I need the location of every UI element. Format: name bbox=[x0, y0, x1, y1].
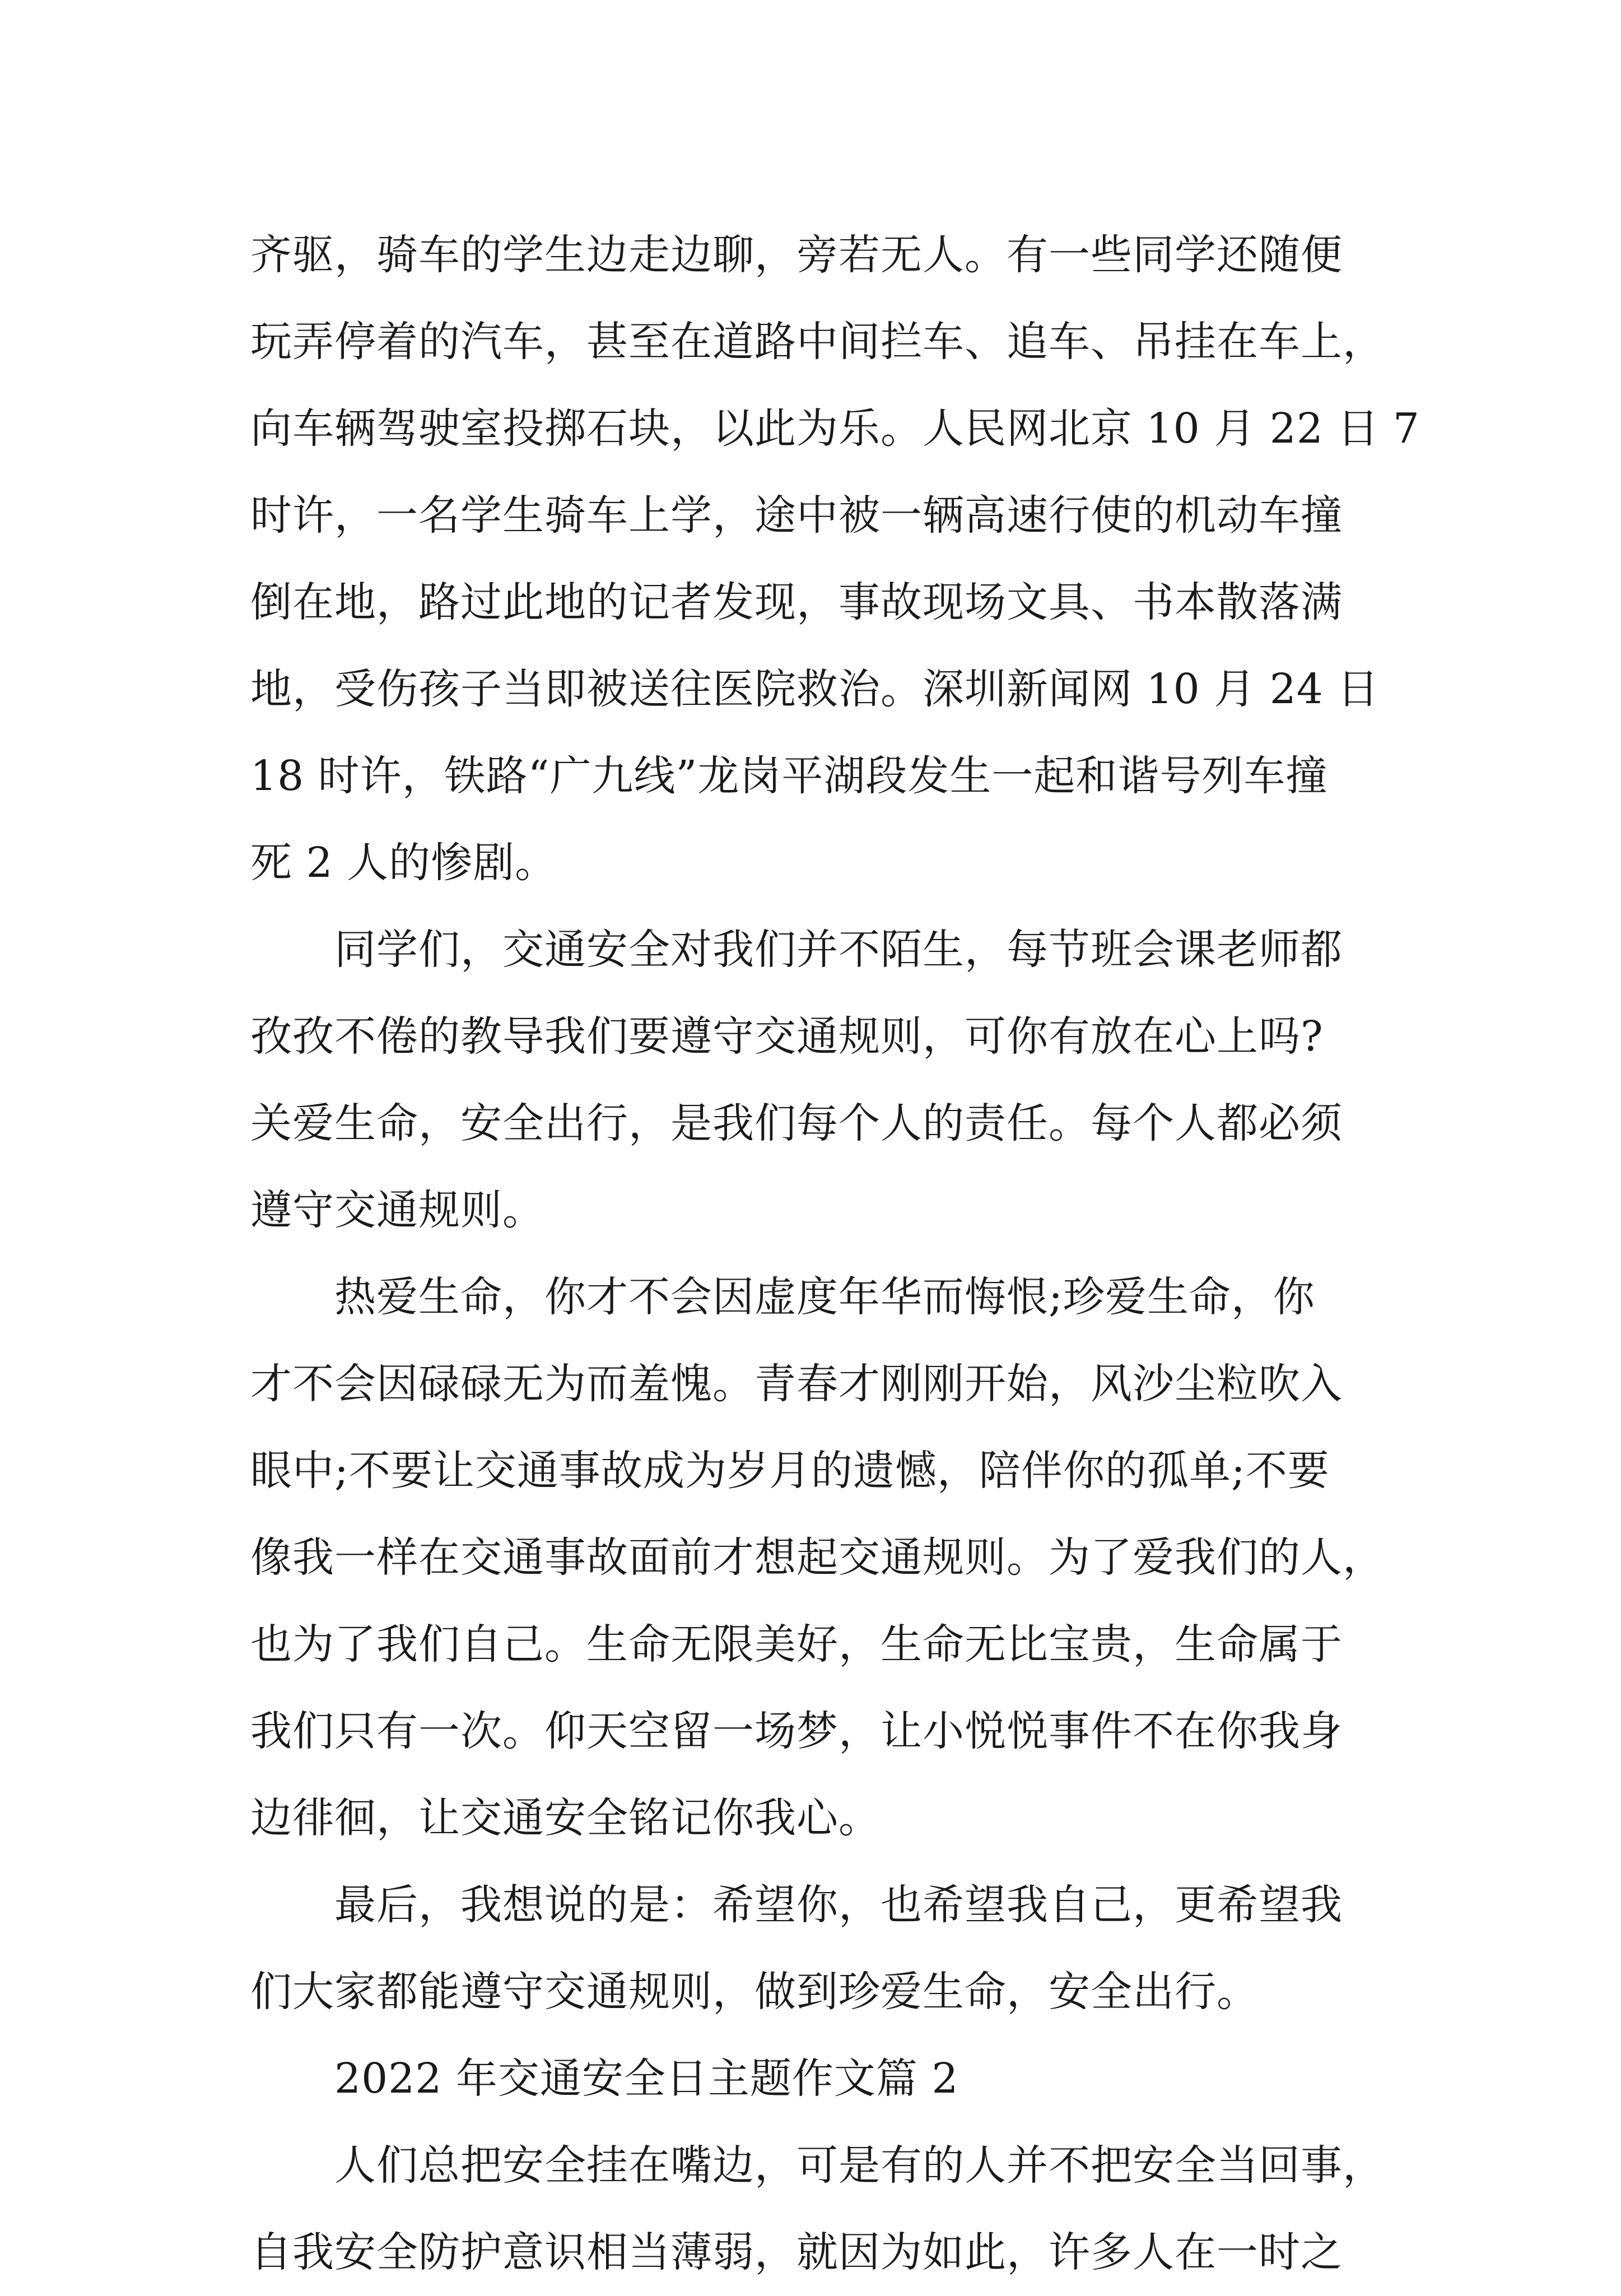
text-line: 我们只有一次。仰天空留一场梦，让小悦悦事件不在你我身 bbox=[250, 1707, 1343, 1755]
text-line: 像我一样在交通事故面前才想起交通规则。为了爱我们的人， bbox=[250, 1533, 1385, 1582]
text-line: 自我安全防护意识相当薄弱，就因为如此，许多人在一时之 bbox=[250, 2228, 1343, 2276]
paragraph-first-line: 同学们，交通安全对我们并不陌生，每节班会课老师都 bbox=[334, 926, 1343, 974]
text-line: 们大家都能遵守交通规则，做到珍爱生命，安全出行。 bbox=[250, 1968, 1259, 2016]
paragraph-first-line: 人们总把安全挂在嘴边，可是有的人并不把安全当回事， bbox=[334, 2141, 1385, 2190]
text-line: 也为了我们自己。生命无限美好，生命无比宝贵，生命属于 bbox=[250, 1620, 1343, 1668]
text-line: 遵守交通规则。 bbox=[250, 1186, 544, 1234]
text-line: 关爱生命，安全出行，是我们每个人的责任。每个人都必须 bbox=[250, 1099, 1343, 1147]
text-line: 时许，一名学生骑车上学，途中被一辆高速行使的机动车撞 bbox=[250, 491, 1343, 540]
text-line: 倒在地，路过此地的记者发现，事故现场文具、书本散落满 bbox=[250, 578, 1343, 626]
text-line: 边徘徊，让交通安全铭记你我心。 bbox=[250, 1794, 881, 1842]
text-line: 眼中;不要让交通事故成为岁月的遗憾，陪伴你的孤单;不要 bbox=[250, 1447, 1330, 1495]
text-line: 向车辆驾驶室投掷石块，以此为乐。人民网北京 10 月 22 日 7 bbox=[250, 405, 1420, 453]
section-heading: 2022 年交通安全日主题作文篇 2 bbox=[334, 2055, 959, 2103]
text-line: 地，受伤孩子当即被送往医院救治。深圳新闻网 10 月 24 日 bbox=[250, 665, 1380, 713]
text-line: 孜孜不倦的教导我们要遵守交通规则，可你有放在心上吗? bbox=[250, 1012, 1324, 1061]
paragraph-first-line: 热爱生命，你才不会因虚度年华而悔恨;珍爱生命，你 bbox=[334, 1273, 1315, 1321]
text-line: 18 时许，铁路“广九线”龙岗平湖段发生一起和谐号列车撞 bbox=[250, 752, 1328, 800]
text-line: 才不会因碌碌无为而羞愧。青春才刚刚开始，风沙尘粒吹入 bbox=[250, 1360, 1343, 1408]
essay-body bbox=[250, 212, 1420, 2296]
text-line: 玩弄停着的汽车，甚至在道路中间拦车、追车、吊挂在车上， bbox=[250, 318, 1385, 366]
paragraph-first-line: 最后，我想说的是：希望你，也希望我自己，更希望我 bbox=[334, 1881, 1343, 1929]
text-line: 死 2 人的惨剧。 bbox=[250, 839, 557, 887]
text-line: 齐驱，骑车的学生边走边聊，旁若无人。有一些同学还随便 bbox=[250, 231, 1343, 279]
